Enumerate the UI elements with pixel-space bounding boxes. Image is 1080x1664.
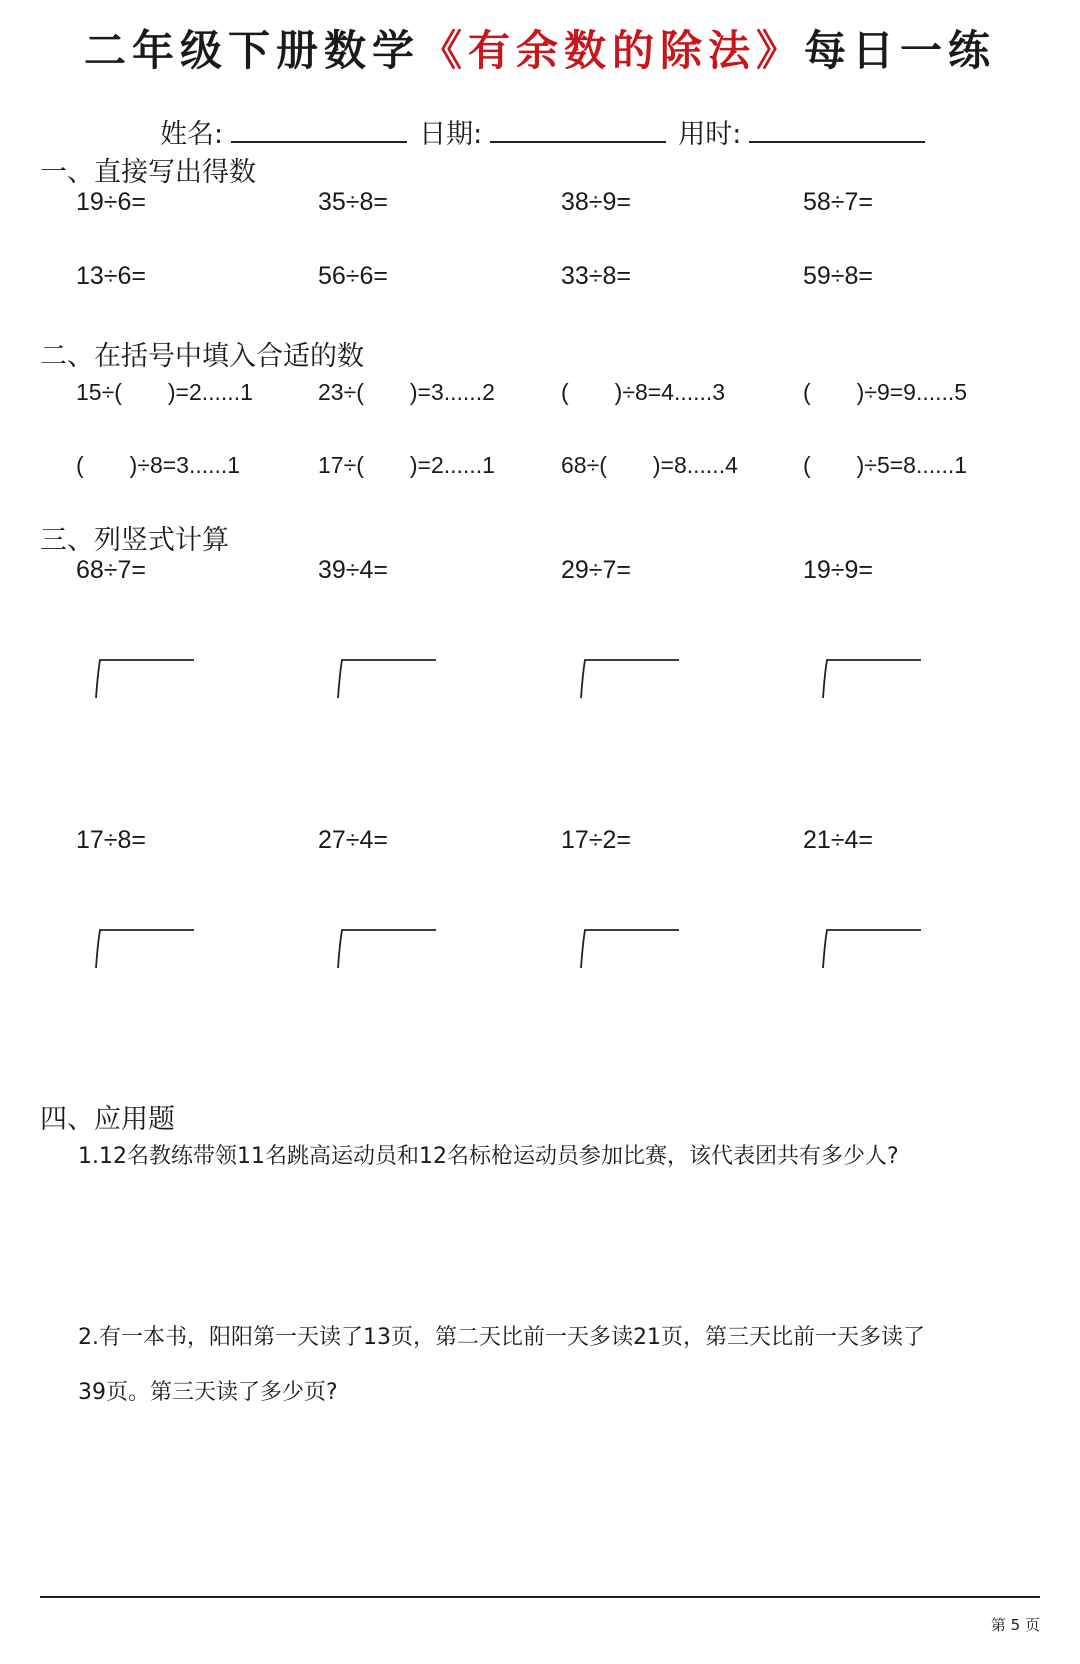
division-bracket (573, 656, 683, 700)
footer-divider (40, 1596, 1040, 1598)
section-heading-word-problems: 四、应用题 (40, 1104, 175, 1135)
section-heading-fill-brackets: 二、在括号中填入合适的数 (40, 341, 364, 372)
problem-item: 35÷8= (318, 188, 389, 216)
problem-item: ( )÷8=3......1 (76, 452, 241, 478)
division-bracket (573, 926, 683, 970)
name-blank[interactable] (231, 140, 407, 143)
problem-item: 38÷9= (561, 188, 632, 216)
problem-item: 68÷7= (76, 556, 147, 584)
section-heading-direct-results: 一、直接写出得数 (40, 157, 256, 188)
problem-item: ( )÷8=4......3 (561, 379, 726, 405)
title-suffix: 每日一练 (804, 26, 997, 75)
problem-item: 19÷6= (76, 188, 147, 216)
division-bracket (330, 926, 440, 970)
time-label: 用时: (678, 119, 742, 150)
problem-item: 27÷4= (318, 826, 389, 854)
date-blank[interactable] (490, 140, 666, 143)
problem-item: 23÷( )=3......2 (318, 379, 495, 405)
title-highlight: 《有余数的除法》 (419, 26, 804, 75)
problem-item: 56÷6= (318, 262, 389, 290)
problem-item: 15÷( )=2......1 (76, 379, 253, 405)
problem-item: 19÷9= (803, 556, 874, 584)
student-info-line (160, 112, 937, 151)
division-bracket (815, 926, 925, 970)
word-problem-2-line-1: 2.有一本书，阳阳第一天读了13页，第二天比前一天多读21页，第三天比前一天多读了 (78, 1325, 925, 1350)
problem-item: 17÷8= (76, 826, 147, 854)
problem-item: 68÷( )=8......4 (561, 452, 738, 478)
problem-item: ( )÷9=9......5 (803, 379, 968, 405)
division-bracket (330, 656, 440, 700)
problem-item: ( )÷5=8......1 (803, 452, 968, 478)
division-bracket (88, 926, 198, 970)
problem-item: 29÷7= (561, 556, 632, 584)
page-title (0, 18, 1080, 78)
division-bracket (88, 656, 198, 700)
problem-item: 58÷7= (803, 188, 874, 216)
section-heading-vertical-calc: 三、列竖式计算 (40, 525, 229, 556)
problem-item: 21÷4= (803, 826, 874, 854)
problem-item: 17÷( )=2......1 (318, 452, 495, 478)
problem-item: 59÷8= (803, 262, 874, 290)
name-label: 姓名: (160, 119, 224, 150)
page-number: 第 5 页 (990, 1616, 1040, 1634)
problem-item: 39÷4= (318, 556, 389, 584)
word-problem-2-line-2: 39页。第三天读了多少页? (78, 1380, 338, 1405)
problem-item: 17÷2= (561, 826, 632, 854)
division-bracket (815, 656, 925, 700)
date-label: 日期: (419, 119, 483, 150)
time-blank[interactable] (749, 140, 925, 143)
word-problem-1: 1.12名教练带领11名跳高运动员和12名标枪运动员参加比赛，该代表团共有多少人? (78, 1144, 899, 1169)
problem-item: 33÷8= (561, 262, 632, 290)
problem-item: 13÷6= (76, 262, 147, 290)
title-prefix: 二年级下册数学 (83, 26, 420, 75)
